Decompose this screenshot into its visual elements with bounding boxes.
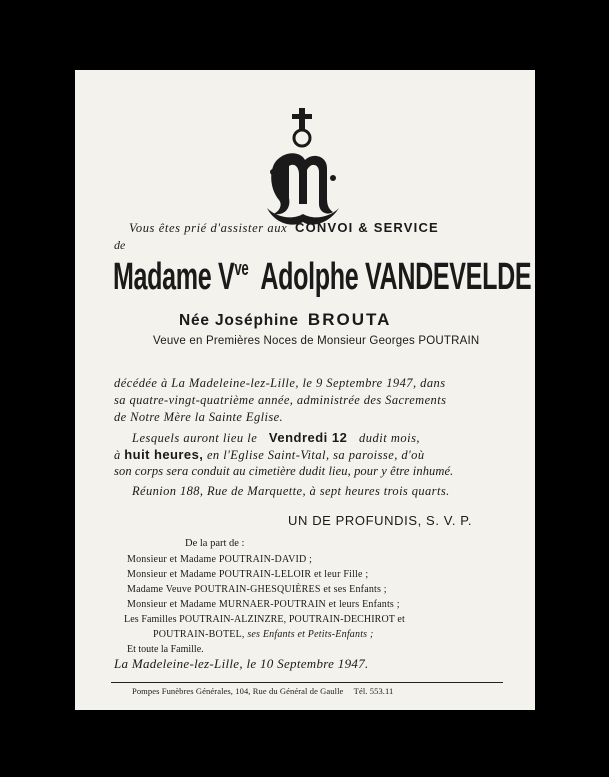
body-line-1: décédée à La Madeleine-lez-Lille, le 9 Septembre 1947, dans (114, 376, 446, 390)
body-line-3: de Notre Mère la Sainte Eglise. (114, 410, 284, 424)
name-title-sup: ve (234, 258, 249, 280)
body-line-4 (132, 430, 420, 446)
profundis-line: UN DE PROFUNDIS, S. V. P. (288, 513, 473, 528)
deceased-name (113, 256, 531, 299)
service-month: dudit mois, (359, 431, 421, 445)
service-church: en l'Eglise Saint-Vital, sa paroisse, d'où (206, 448, 425, 462)
family-line-1: Monsieur et Madame POUTRAIN-DAVID ; (127, 554, 313, 565)
service-day: Vendredi 12 (268, 430, 348, 445)
body-line-6: son corps sera conduit au cimetière dudit lieu, pour y être inhumé. (114, 464, 454, 478)
place-date: La Madeleine-lez-Lille, le 10 Septembre 1947. (114, 656, 369, 671)
footer-text: Pompes Funèbres Générales, 104, Rue du Général de Gaulle (132, 686, 344, 696)
nee-prefix: Née Joséphine (179, 312, 299, 329)
footer-line (132, 686, 393, 696)
body-line-2: sa quatre-vingt-quatrième année, administrée des Sacrements (114, 393, 447, 407)
service-intro: Lesquels auront lieu le (132, 431, 258, 445)
family-line-7: Et toute la Famille. (127, 644, 204, 655)
family-botel-name: POUTRAIN-BOTEL, (153, 629, 245, 640)
name-full: Adolphe VANDEVELDE (260, 256, 532, 298)
service-a: à (114, 448, 121, 462)
name-title: Madame V (113, 256, 235, 298)
maiden-name (179, 310, 391, 330)
nee-surname: BROUTA (307, 310, 392, 329)
family-line-3: Madame Veuve POUTRAIN-GHESQUIÈRES et ses Enfants ; (127, 584, 387, 595)
family-line-5: Les Familles POUTRAIN-ALZINZRE, POUTRAIN-DECHIROT et (124, 614, 405, 625)
de-la-part-label: De la part de : (185, 538, 245, 549)
family-line-6 (153, 629, 374, 640)
family-line-2: Monsieur et Madame POUTRAIN-LELOIR et leur Fille ; (127, 569, 369, 580)
body-line-7: Réunion 188, Rue de Marquette, à sept heures trois quarts. (132, 484, 450, 498)
de-word: de (114, 238, 126, 252)
convoi-service-caps: CONVOI & SERVICE (295, 220, 439, 235)
death-notice-card (75, 70, 535, 710)
family-botel-rest: ses Enfants et Petits-Enfants ; (247, 629, 374, 640)
footer-tel: Tél. 553.11 (353, 686, 394, 696)
invitation-text: Vous êtes prié d'assister aux (129, 221, 288, 235)
footer-rule (111, 682, 503, 683)
invitation-line (129, 220, 439, 236)
service-hour: huit heures, (124, 447, 204, 462)
family-line-4: Monsieur et Madame MURNAER-POUTRAIN et leurs Enfants ; (127, 599, 400, 610)
cross-monogram-emblem (263, 108, 341, 228)
body-line-5 (114, 447, 425, 463)
widow-line: Veuve en Premières Noces de Monsieur Georges POUTRAIN (153, 335, 480, 347)
